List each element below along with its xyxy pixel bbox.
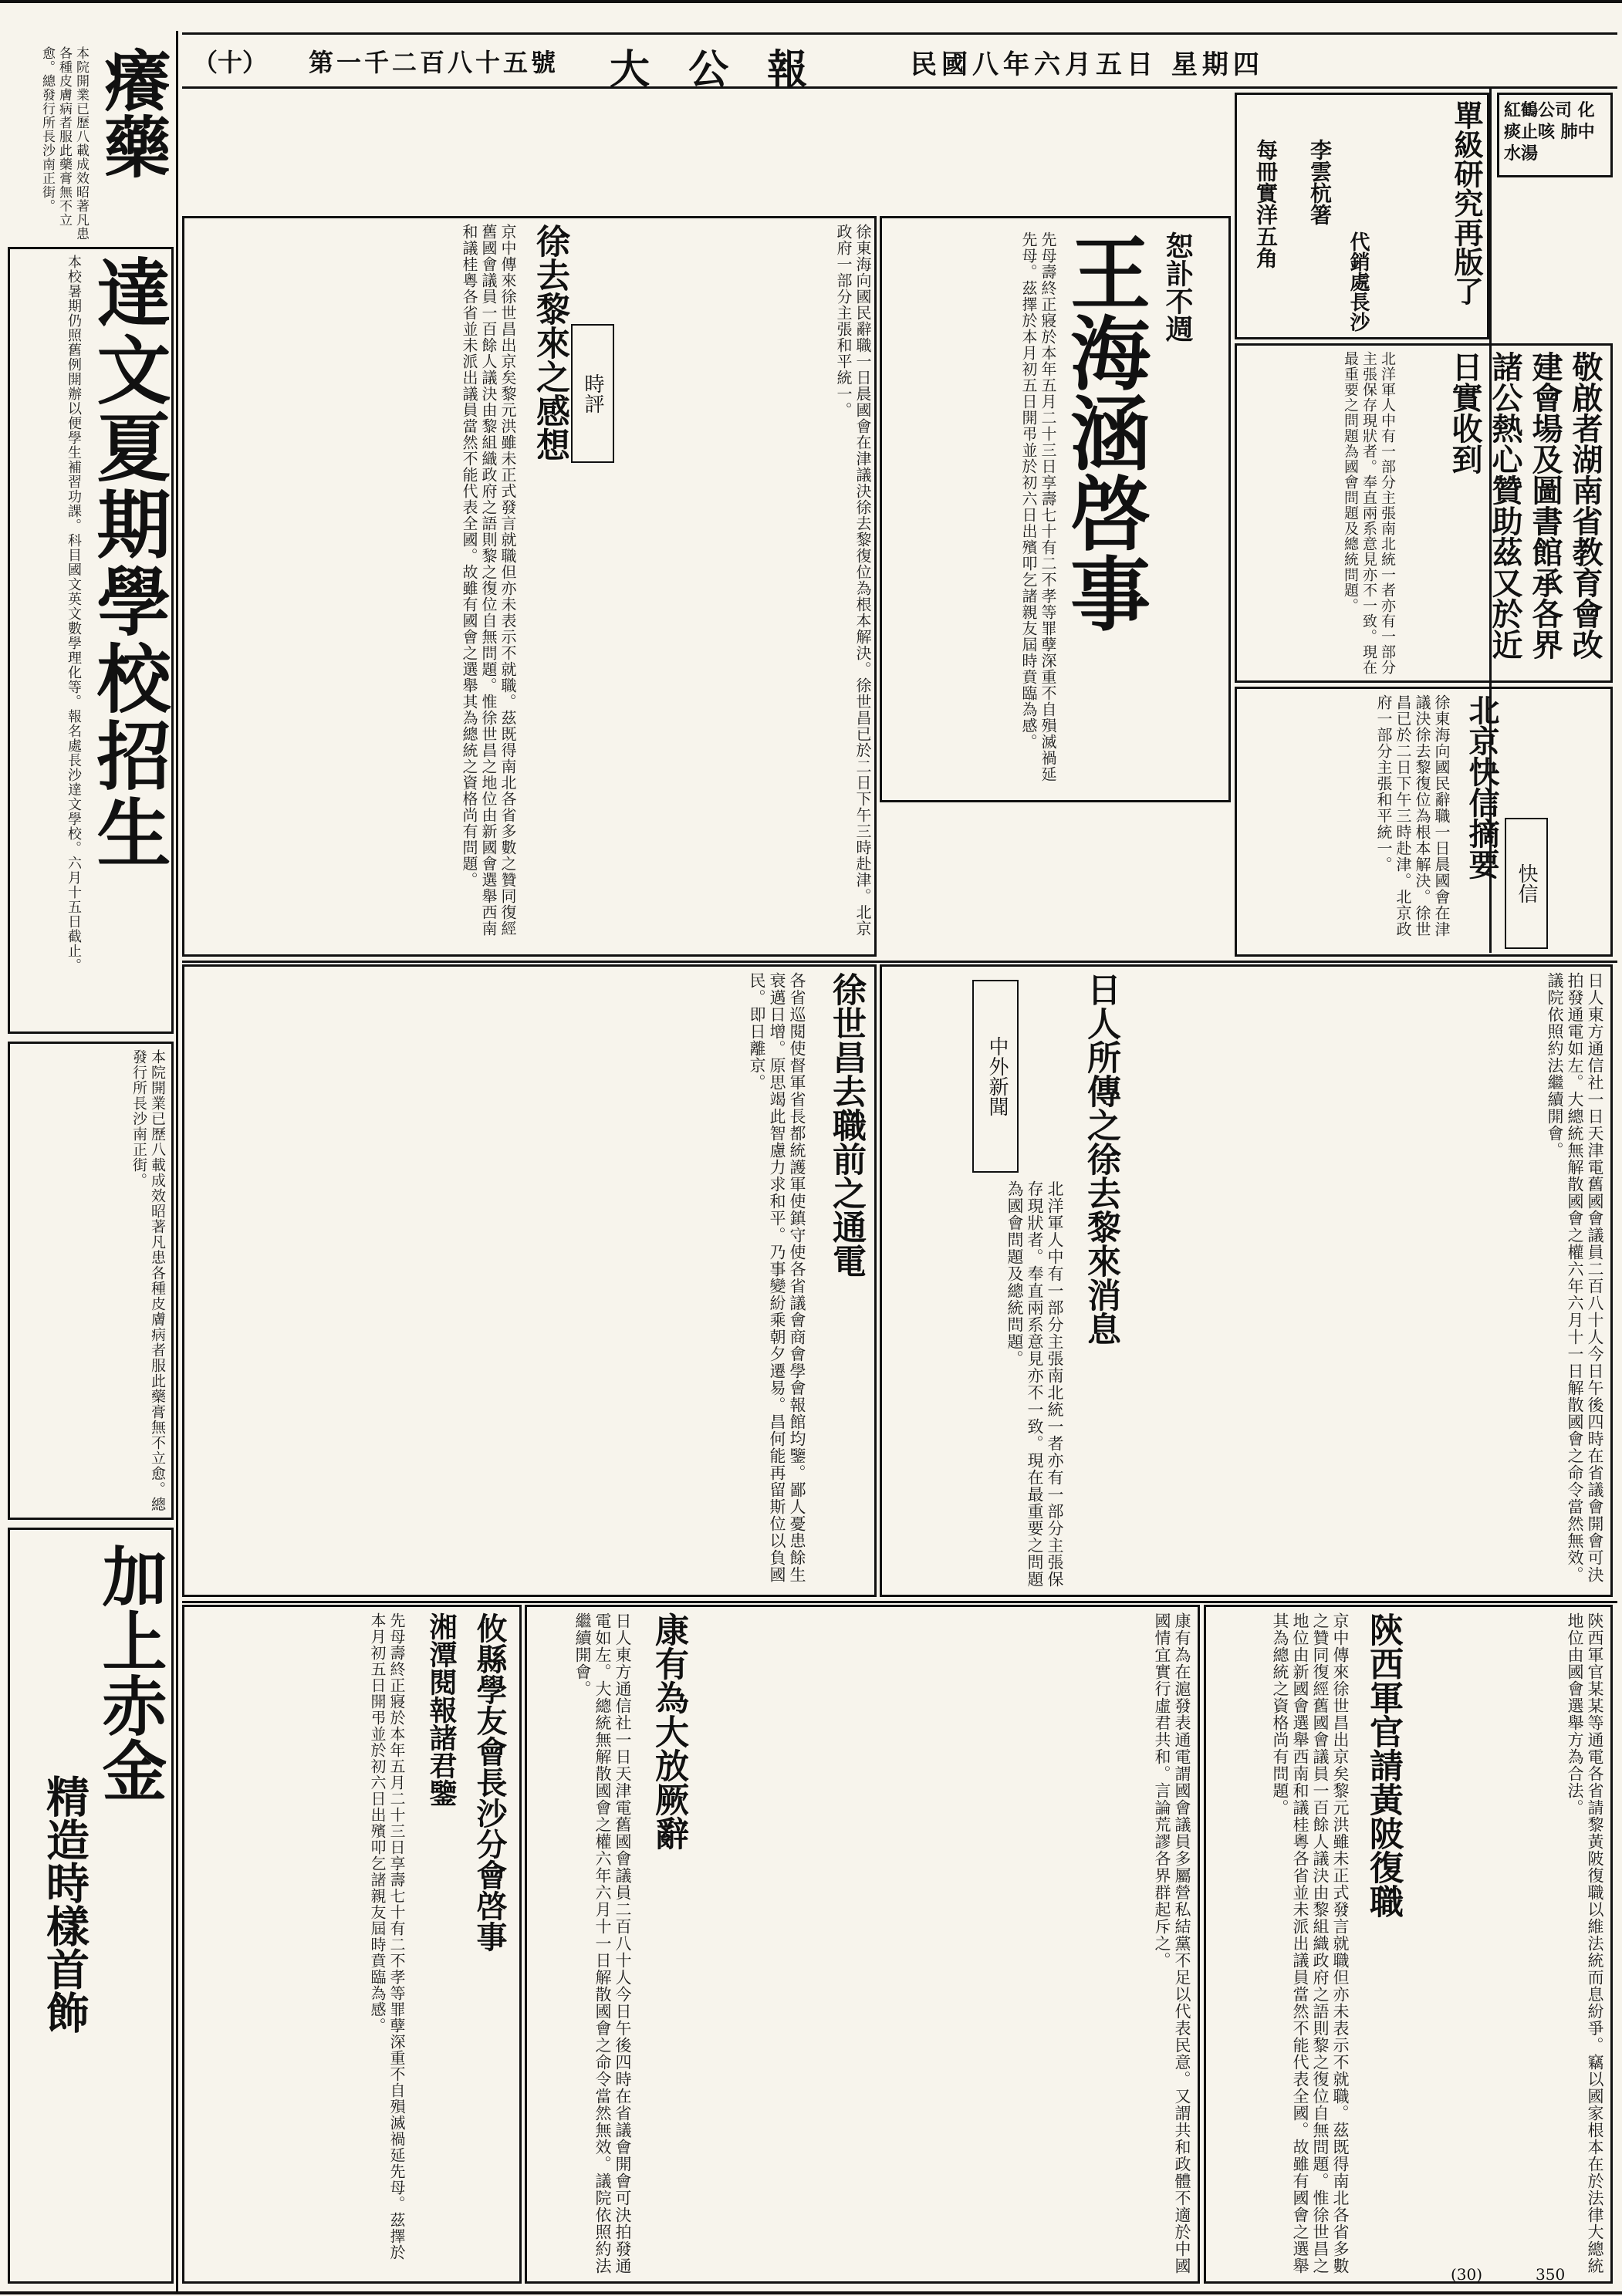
section-express: 快信 bbox=[1505, 818, 1548, 949]
book-notice-price: 每冊實洋五角 bbox=[1253, 139, 1279, 268]
issue-number: 第一千二百八十五號 bbox=[309, 48, 559, 77]
section-china-foreign: 中外新聞 bbox=[972, 980, 1019, 1173]
left-ad-body: 本院開業已歷八載成效昭著凡患各種皮膚病者服此藥膏無不立愈。總發行所長沙南正街。 bbox=[130, 1049, 166, 1512]
book-notice-title: 單級研究再版了 bbox=[1449, 100, 1484, 306]
headline-xu-impression: 徐去黎來之感想 bbox=[530, 224, 569, 461]
headline-beijing-express: 北京快信摘要 bbox=[1464, 694, 1500, 880]
date-line: 民國八年六月五日 星期四 bbox=[911, 49, 1264, 80]
headline-xiangtan-notice: 湘潭閱報諸君鑒 bbox=[425, 1612, 458, 1807]
jewelry-ad-2 bbox=[15, 1774, 90, 2268]
xu-impression-body: 京中傳來徐世昌出京矣黎元洪雖未正式發言就職但亦未表示不就職。茲既得南北各省多數之贊同復經舊國會議員一百餘人議決由黎組織政府之語則黎之復位自無問題。惟徐世昌之地位由新國會選舉西南和議桂粵各省並未派出議員當然不能代表全國。故雖有國會之選舉其為總統之資格尚有問題。 bbox=[460, 224, 517, 937]
association-notice-body: 先母壽終正寢於本年五月二十三日享壽七十有二不孝等罪孽深重不自殞滅禍延先母。茲擇於本月初五日開弔並於初六日出殯叩乞諸親友屆時賁臨為感。 bbox=[368, 1612, 406, 2261]
section-commentary: 時評 bbox=[571, 324, 614, 463]
jewelry-ad bbox=[93, 1543, 167, 2268]
headline-japan-news: 日人所傳之徐去黎來消息 bbox=[1081, 972, 1120, 1346]
japan-news-body: 日人東方通信社一日天津電舊國會議員二百八十人今日午後四時在省議會開會可決拍發通電如左。大總統無解散國會之權六年六月十一日解散國會之命令當然無效。議院依照約法繼續開會。 bbox=[1546, 972, 1604, 1583]
kang-body-2: 日人東方通信社一日天津電舊國會議員二百八十人今日午後四時在省議會開會可決拍發通電如左。大總統無解散國會之權六年六月十一日解散國會之命令當然無效。議院依照約法繼續開會。 bbox=[573, 1612, 632, 2274]
wang-notice-title: 王海涵啓事 bbox=[1056, 231, 1151, 633]
wang-thanks: 恕訃不週 bbox=[1161, 231, 1194, 343]
top-right-ad-box bbox=[1497, 93, 1613, 177]
ad-itch-medicine-text: 本院開業已歷八載成效昭著凡患各種皮膚病者服此藥膏無不立愈。總發行所長沙南正街。 bbox=[39, 46, 89, 241]
paper-name: 大 公 報 bbox=[610, 46, 820, 93]
folio-bottom: (30) bbox=[1451, 2265, 1483, 2284]
jewelry-ad-line-2: 精造時樣首飾 bbox=[39, 1774, 90, 2034]
book-notice-agent: 代銷處長沙 bbox=[1347, 231, 1370, 332]
top-right-ad: 紅鶴公司 化痰止咳 肺中水湯 bbox=[1504, 100, 1595, 164]
shaanxi-body: 陝西軍官某某等通電各省請黎黃陂復職以維法統而息紛爭。竊以國家根本在於法律大總統地位由國會選舉方為合法。 bbox=[1566, 1612, 1604, 2274]
beijing-express-body: 徐東海向國民辭職一日晨國會在津議決徐去黎復位為根本解決。徐世昌已於二日下午三時赴津。北京政府一部分主張和平統一。 bbox=[1374, 694, 1451, 937]
school-recruit-title: 達文夏期學校招生 bbox=[85, 255, 172, 872]
edu-notice-title: 敬啟者湖南省教育會改建會場及圖書館承各界諸公熱心贊助茲又於近日實收到 bbox=[1447, 351, 1603, 660]
wang-notice-body: 先母壽終正寢於本年五月二十三日享壽七十有二不孝等罪孽深重不自殞滅禍延先母。茲擇於本月初五日開弔並於初六日出殯叩乞諸親友屆時賁臨為感。 bbox=[1019, 231, 1057, 782]
school-recruit-text: 本校暑期仍照舊例開辦以便學生補習功課。科目國文英文數學理化等。報名處長沙達文學校。六月十五日截止。 bbox=[66, 255, 82, 973]
headline-kang: 康有為大放厥辭 bbox=[649, 1612, 688, 1850]
headline-shaanxi: 陝西軍官請黃陂復職 bbox=[1363, 1612, 1403, 1918]
book-notice-author: 李雲杭箸 bbox=[1307, 139, 1333, 225]
headline-xu-farewell: 徐世昌去職前之通電 bbox=[826, 972, 866, 1278]
xu-farewell-body: 各省巡閱使督軍省長都統護軍使鎮守使各省議會商會學會報館均鑒。鄙人憂患餘生衰邁日增。原思竭此智慮力求和平。乃事變紛乘朝夕遷易。昌何能再留斯位以負國民。即日離京。 bbox=[748, 972, 806, 1583]
ad-itch-medicine-title: 癢藥 bbox=[93, 46, 171, 179]
kang-body: 康有為在滬發表通電謂國會議員多屬營私結黨不足以代表民意。又謂共和政體不適於中國國情宜實行虛君共和。言論荒謬各界群起斥之。 bbox=[1153, 1612, 1191, 2274]
headline-teachers-notice: 攸縣學友會長沙分會啓事 bbox=[471, 1612, 508, 1952]
page-number: （十） bbox=[193, 48, 268, 77]
jewelry-ad-line-1: 加上赤金 bbox=[92, 1543, 168, 1802]
xu-impression-body-2: 徐東海向國民辭職一日晨國會在津議決徐去黎復位為根本解決。徐世昌已於二日下午三時赴津。北京政府一部分主張和平統一。 bbox=[834, 224, 872, 937]
shaanxi-body-2: 京中傳來徐世昌出京矣黎元洪雖未正式發言就職但亦未表示不就職。茲既得南北各省多數之贊同復經舊國會議員一百餘人議決由黎組織政府之語則黎之復位自無問題。惟徐世昌之地位由新國會選舉西南和議桂粵各省並未派出議員當然不能代表全國。故雖有國會之選舉其為總統之資格尚有問題。 bbox=[1271, 1612, 1350, 2274]
edu-notice-body: 北洋軍人中有一部分主張南北統一者亦有一部分主張保存現狀者。奉直兩系意見亦不一致。現在最重要之問題為國會問題及總統問題。 bbox=[1342, 351, 1396, 675]
folio-right: 350 bbox=[1536, 2265, 1566, 2284]
japan-news-body-2: 北洋軍人中有一部分主張南北統一者亦有一部分主張保存現狀者。奉直兩系意見亦不一致。現在最重要之問題為國會問題及總統問題。 bbox=[1005, 1180, 1064, 1588]
